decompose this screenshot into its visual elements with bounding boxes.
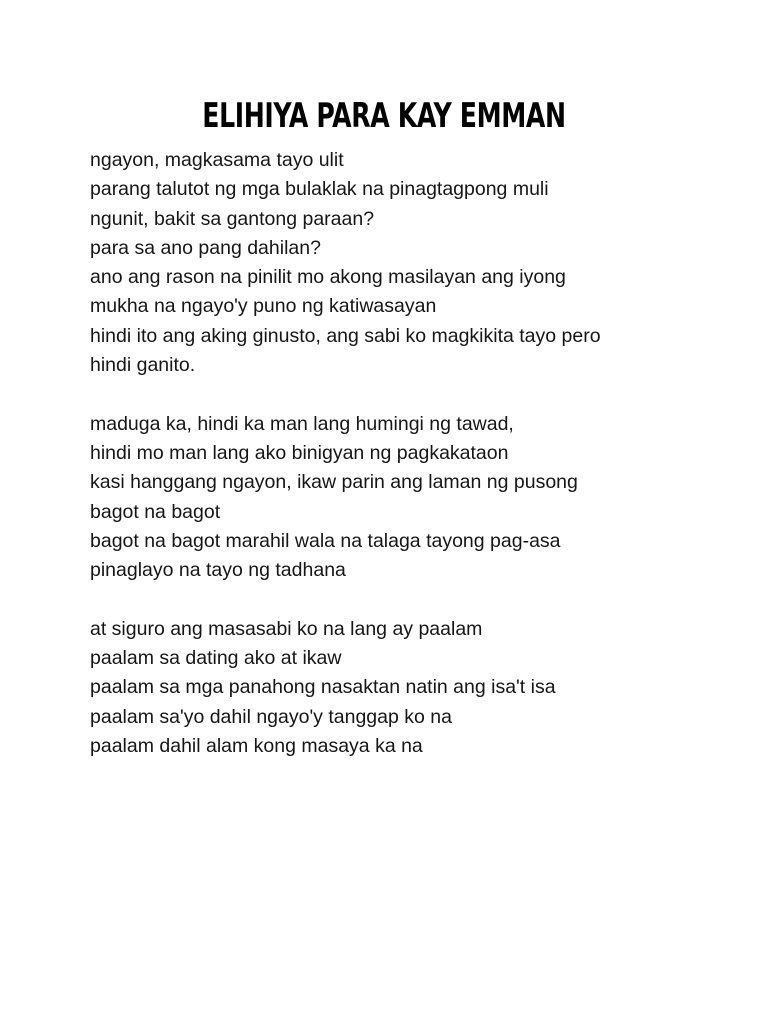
poem-line: hindi mo man lang ako binigyan ng pagkakataon — [90, 441, 509, 464]
poem-line: kasi hanggang ngayon, ikaw parin ang laman ng pusong — [90, 471, 578, 494]
poem-line: paalam dahil alam kong masaya ka na — [90, 734, 423, 757]
poem-line: bagot na bagot marahil wala na talaga tayong pag-asa — [90, 529, 561, 552]
poem-line: ngunit, bakit sa gantong paraan? — [90, 207, 375, 230]
poem-line: pinaglayo na tayo ng tadhana — [90, 559, 346, 582]
poem-line: ngayon, magkasama tayo ulit — [90, 149, 344, 171]
poem-line: at siguro ang masasabi ko na lang ay paalam — [90, 617, 483, 640]
poem-line: hindi ganito. — [90, 354, 196, 377]
poem-line: paalam sa'yo dahil ngayo'y tanggap ko na — [90, 705, 452, 728]
stanza-3 — [90, 615, 730, 761]
poem-line: ano ang rason na pinilit mo akong masilayan ang iyong — [90, 266, 566, 289]
poem-line: maduga ka, hindi ka man lang humingi ng tawad, — [90, 412, 514, 435]
poem-title: ELIHIYA PARA KAY EMMAN — [202, 96, 566, 136]
poem-line: paalam sa dating ako at ikaw — [90, 647, 342, 670]
stanza-2 — [90, 410, 730, 586]
poem-line: para sa ano pang dahilan? — [90, 236, 321, 259]
poem-line: paalam sa mga panahong nasaktan natin ang isa't isa — [90, 676, 556, 699]
poem-line: mukha na ngayo'y puno ng katiwasayan — [90, 295, 437, 318]
poem-line: parang talutot ng mga bulaklak na pinagtagpong muli — [90, 178, 549, 201]
poem-line: bagot na bagot — [90, 500, 221, 523]
poem-body — [90, 146, 730, 791]
poem-line: hindi ito ang aking ginusto, ang sabi ko magkikita tayo pero — [90, 324, 601, 347]
stanza-1 — [90, 146, 730, 380]
